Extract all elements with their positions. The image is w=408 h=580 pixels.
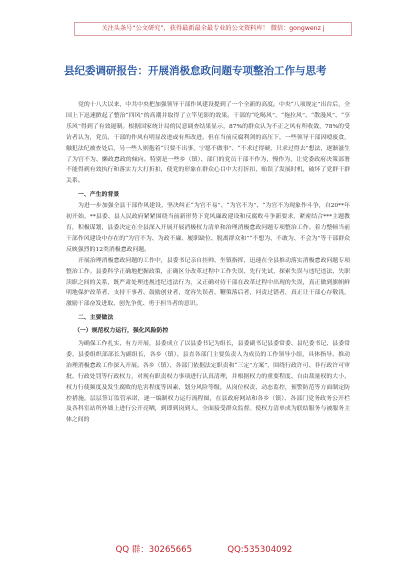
body-paragraph: 为确保工作扎实、有力开展，县委成立了以县委书记为组长，县委副书记县委常委、县纪委书记、县委常委、县委组织部部长为副组长，各乡（镇）、县直各部门主要负责人为成员的工作领导小组，具体指导、推动治理消极怠政工作深入开展。各乡（镇）、各部门依据法定职责和“三定”方案”，围绕行政许可、非行政许可审批、行政处罚等行政权力，对现有职责权力事项进行认真清理，并根据权力的重要程度、自由裁量权的大小、权力行使频度及发生腐败的危害程度等因素，划分风险等级，从岗位权责、动态监控，预警防范等方面制定防控措施，层层签订监管承诺，逐一编制权力运行流程图，在县政府网站和各乡（镇）、各部门党务政务公开栏及各科室站所外墙上进行公开亮晒，到即到岗到人，全面接受群众监督。使权力清单成为联结服务与被服务主体之间的 [66,341,350,424]
document-body [66,100,350,426]
contact-footer [0,544,408,556]
section-heading: 一、产生的背景 [78,192,120,199]
qq-group-text: QQ 群：30265665 [115,545,193,555]
qq-text: QQ:535304092 [227,545,293,555]
promo-banner[interactable]: 关注头条号“公文研究”，获得最新最全最专业的公文资料库！ 微信：gongwenz j [74,22,352,36]
body-paragraph: 党的十八大以来，中共中央把加强领导干部作风建设提到了一个全新的高度。中央“八项规定”出台后，全国上下迅速掀起了整治“四风”的高潮并取得了立竿见影的效果。干部的“吃喝风”、“拖拉风”、“散漫风”、“享乐风”得到了有效遏制。根据国家统计局的民意调查结果显示，87%的群众认为不正之风有所收敛，78%的受访者认为，党员、干部的作风有明显改进或有所改进。但在当前反腐利剑的高压下，一些领导干部因噎废食，触犯法纪被查处后，另一些人则抱着“只要不出事，宁愿不做事”、“不求过得硬，只求过得去”想法，逐渐滋生了为官不为、懒政怠政的倾向。特别是一些乡（镇）、部门的党员干部不作为，慢作为，让党委政府决策部署不能得到有效执行和落实力大打折扣，使党的形象在群众心目中大打折扣，贻误了发展时机，破坏了党群干群关系。 [66,102,350,185]
subsection-heading: （一）规范权力运行，强化风险防控 [74,328,169,335]
document-title: 县纪委调研报告：开展消极怠政问题专项整治工作与思考 [64,65,327,77]
section-heading: 二、主要做法 [78,315,114,322]
body-paragraph: 为进一步加强全县干部作风建设，坚决纠正“为官不易”、“为官不为”、“为官不为现象作斗争，自20**年初开始，**县委、县人民政府紧紧围绕当前新形势下党风廉政建设和反腐败斗争新要求，紧密结合***主题教育，积极谋划，县委决定在全县深入开展开展消极权力清单和治理消极怠政问题专项整治工作。着力整顿当前干部作风建设中存在的“为官不为、为政不廉、履职缺位、脱离群众和”“不想为、不敢为、不会为”等干部群众反映强烈的12类消极怠政问题。 [66,203,350,253]
body-paragraph: 开展治理消极怠政问题的工作中，县委书记亲自挂帅、坐镇指挥，迅速在全县推动落实消极怠政问题专项整治工作。县委科学正确地把握政策，正确区分改革过程中工作失误、先行先试、探索失误与违纪违法、失职渎职之间的关系，既严肃处理违规违纪违法行为，又正确对待干部在改革过程中出现的失误，真正做到旗帜鲜明地保护改革者、支持干事者、鼓励创业者，宽容失误者、鞭策落后者，问责过错者，真正让干部心存敬畏，激励干部奋发进取、创先争优、勇于担当者的意识。 [66,257,350,308]
